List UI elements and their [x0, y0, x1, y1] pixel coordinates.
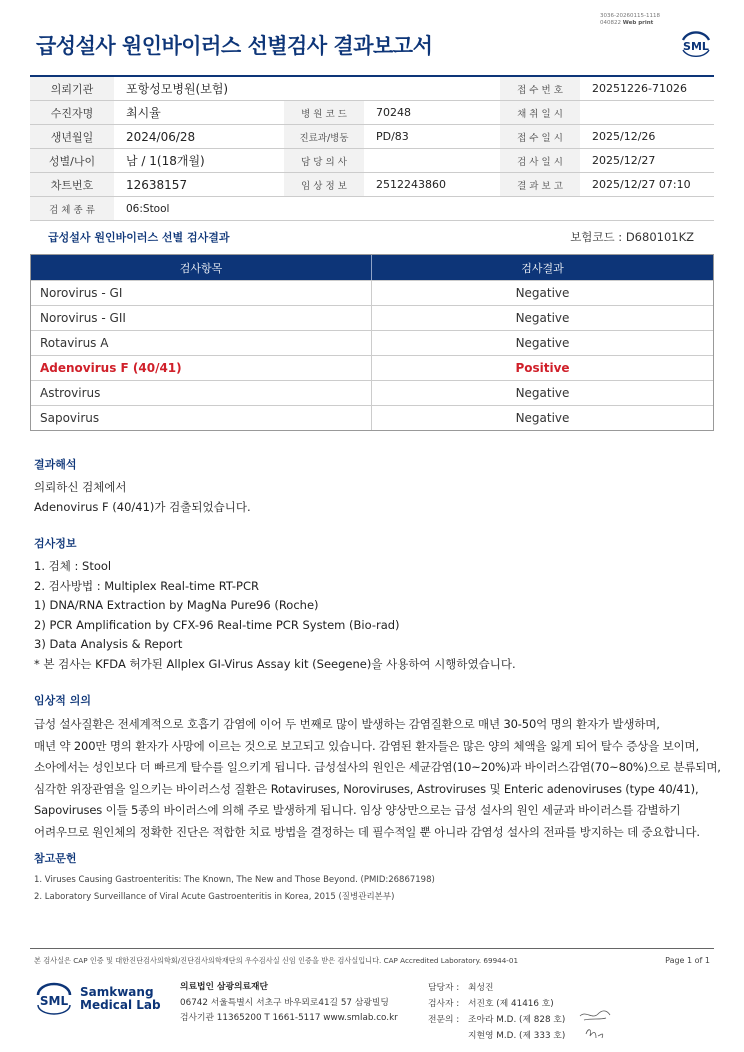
staff-name: 조아라 M.D. (제 828 호) — [468, 1015, 566, 1025]
test-item: Adenovirus F (40/41) — [31, 356, 372, 380]
staff-row — [428, 1028, 565, 1044]
document-code — [600, 13, 660, 27]
info-label: 결 과 보 고 — [500, 173, 580, 196]
info-row — [30, 173, 714, 197]
organization-info — [180, 980, 398, 1027]
info-value — [580, 101, 714, 124]
references-title: 참고문헌 — [34, 852, 77, 865]
results-section-title: 급성설사 원인바이러스 선별 검사결과 — [48, 231, 230, 244]
test-result: Positive — [515, 361, 570, 375]
signature-icon — [578, 1008, 614, 1042]
test-info-title: 검사정보 — [34, 537, 77, 550]
test-result: Negative — [515, 286, 570, 300]
staff-name: 서진호 (제 41416 호) — [468, 999, 554, 1009]
info-row — [30, 77, 714, 101]
footer-divider — [30, 948, 714, 949]
info-label: 생년월일 — [30, 125, 114, 148]
info-value: 남 / 1(18개월) — [126, 154, 205, 168]
staff-row — [428, 996, 565, 1012]
sml-logo-icon — [678, 26, 714, 62]
table-row — [31, 405, 713, 430]
clinical-title: 임상적 의의 — [34, 694, 91, 707]
info-label: 차트번호 — [30, 173, 114, 196]
page-number: Page 1 of 1 — [665, 956, 710, 965]
info-label: 병 원 코 드 — [284, 101, 364, 124]
staff-role — [428, 1028, 468, 1044]
staff-name: 지현영 M.D. (제 333 호) — [468, 1031, 566, 1041]
test-result: Negative — [515, 411, 570, 425]
document-code-line: 3036-20260115-1118 — [600, 13, 660, 19]
org-name: 의료법인 삼광의료재단 — [180, 982, 269, 992]
interpretation-line: Adenovirus F (40/41)가 검출되었습니다. — [34, 499, 251, 514]
info-value: PD/83 — [376, 130, 409, 143]
test-item: Norovirus - GI — [31, 281, 372, 305]
table-row-positive — [31, 355, 713, 380]
sml-footer-logo-icon — [34, 982, 74, 1016]
org-contact: 검사기관 11365200 T 1661-5117 www.smlab.co.kr — [180, 1013, 398, 1023]
test-info-line: 3) Data Analysis & Report — [34, 637, 183, 651]
interpretation-title: 결과해석 — [34, 458, 77, 471]
test-info-line: 1. 검체 : Stool — [34, 559, 112, 573]
staff-row — [428, 980, 565, 996]
table-row — [31, 280, 713, 305]
test-item: Rotavirus A — [31, 331, 372, 355]
test-info-line: 1) DNA/RNA Extraction by MagNa Pure96 (Roche) — [34, 598, 319, 612]
info-label: 진료과/병동 — [284, 125, 364, 148]
results-header — [30, 229, 714, 245]
web-print-label: Web print — [622, 20, 654, 26]
info-label: 담 당 의 사 — [284, 149, 364, 172]
footer-brand — [34, 982, 161, 1016]
page-title: 급성설사 원인바이러스 선별검사 결과보고서 — [36, 34, 433, 58]
table-row — [31, 380, 713, 405]
results-table — [30, 254, 714, 431]
brand-line: Samkwang — [80, 985, 154, 999]
info-value: 2025/12/26 — [592, 130, 656, 143]
staff-role: 전문의 : — [428, 1015, 460, 1025]
column-header-item: 검사항목 — [31, 255, 372, 280]
footer-logo-text: SML — [39, 994, 69, 1008]
specimen-value: 06:Stool — [126, 202, 170, 215]
info-row — [30, 149, 714, 173]
info-label: 접 수 일 시 — [500, 125, 580, 148]
info-label: 수진자명 — [30, 101, 114, 124]
interpretation-line: 의뢰하신 검체에서 — [34, 480, 127, 494]
info-value: 20251226-71026 — [592, 82, 687, 95]
column-header-result: 검사결과 — [521, 261, 564, 275]
reference-item: 2. Laboratory Surveillance of Viral Acute Gastroenteritis in Korea, 2015 (질병관리본부) — [34, 892, 395, 902]
reference-item: 1. Viruses Causing Gastroenteritis: The Known, The New and Those Beyond. (PMID:26867198) — [34, 875, 435, 885]
test-result: Negative — [515, 311, 570, 325]
specimen-label: 검 체 종 류 — [30, 197, 114, 220]
info-value — [364, 149, 500, 172]
info-label: 채 취 일 시 — [500, 101, 580, 124]
info-value: 12638157 — [126, 177, 188, 192]
info-row — [30, 125, 714, 149]
staff-row — [428, 1012, 565, 1028]
test-info-line: 2. 검사방법 : Multiplex Real-time RT-PCR — [34, 578, 259, 593]
clinical-line: 급성 설사질환은 전세계적으로 호흡기 감염에 이어 두 번째로 많이 발생하는 감염질환으로 매년 30-50억 명의 환자가 발생하며, — [34, 717, 660, 731]
info-value: 포항성모병원(보험) — [126, 82, 229, 96]
interpretation-section — [34, 456, 251, 517]
staff-list — [428, 980, 565, 1044]
clinical-section — [34, 692, 721, 844]
table-row — [31, 305, 713, 330]
info-row — [30, 101, 714, 125]
staff-role: 검사자 : — [428, 999, 460, 1009]
patient-info-table — [30, 75, 714, 221]
info-value: 최시율 — [126, 106, 161, 120]
staff-name: 최성진 — [468, 983, 494, 993]
test-item: Sapovirus — [31, 406, 372, 430]
clinical-line: Sapoviruses 이들 5종의 바이러스에 의해 주로 발생하게 됩니다. 임상 양상만으로는 급성 설사의 원인 세균과 바이러스를 감별하기 — [34, 803, 681, 818]
info-row — [30, 197, 714, 221]
test-item: Astrovirus — [31, 381, 372, 405]
test-info-section — [34, 535, 516, 674]
clinical-line: 어려우므로 원인체의 정확한 진단은 적합한 치료 방법을 결정하는 데 필수적일 뿐 아니라 감염성 설사의 전파를 방지하는 데 중요합니다. — [34, 824, 700, 839]
brand-line: Medical Lab — [80, 998, 161, 1012]
clinical-line: 매년 약 200만 명의 환자가 사망에 이르는 것으로 보고되고 있습니다. 감염된 환자들은 많은 양의 체액을 잃게 되어 탈수 증상을 보이며, — [34, 738, 699, 753]
info-label: 성별/나이 — [30, 149, 114, 172]
info-label: 검 사 일 시 — [500, 149, 580, 172]
insurance-code: 보험코드 : D680101KZ — [570, 230, 694, 244]
table-row — [31, 330, 713, 355]
test-result: Negative — [515, 386, 570, 400]
info-label: 의뢰기관 — [30, 77, 114, 100]
info-value: 2025/12/27 07:10 — [592, 178, 691, 191]
info-value: 2512243860 — [376, 178, 446, 191]
test-item: Norovirus - GII — [31, 306, 372, 330]
clinical-line: 소아에서는 성인보다 더 빠르게 탈수를 일으키게 됩니다. 급성설사의 원인은 세균감염(10~20%)과 바이러스감염(70~80%)으로 분류되며, — [34, 760, 721, 775]
test-result: Negative — [515, 336, 570, 350]
clinical-line: 심각한 위장관염을 일으키는 바이러스성 질환은 Rotaviruses, Noroviruses, Astroviruses 및 Enteric adenoviruses (type 40/41), — [34, 781, 699, 796]
info-value: 70248 — [376, 106, 411, 119]
test-info-line: 2) PCR Amplification by CFX-96 Real-time PCR System (Bio-rad) — [34, 617, 400, 632]
info-label: 임 상 정 보 — [284, 173, 364, 196]
results-table-header — [31, 255, 713, 280]
staff-role: 담당자 : — [428, 983, 460, 993]
test-info-line: * 본 검사는 KFDA 허가된 Allplex GI-Virus Assay kit (Seegene)을 사용하여 시행하였습니다. — [34, 656, 516, 671]
info-value: 2024/06/28 — [126, 129, 196, 144]
org-address: 06742 서울특별시 서초구 바우뫼로41길 57 삼광빌딩 — [180, 997, 389, 1008]
accreditation-note: 본 검사실은 CAP 인증 및 대한진단검사의학회/진단검사의학재단의 우수검사실 신임 인증을 받은 검사실입니다. CAP Accredited Laboratory. 69944-01 — [34, 956, 519, 965]
document-code-number: 040822 — [600, 20, 622, 26]
info-value: 2025/12/27 — [592, 154, 656, 167]
references-section — [34, 850, 435, 906]
logo-text: SML — [683, 40, 709, 53]
info-label: 접 수 번 호 — [500, 77, 580, 100]
